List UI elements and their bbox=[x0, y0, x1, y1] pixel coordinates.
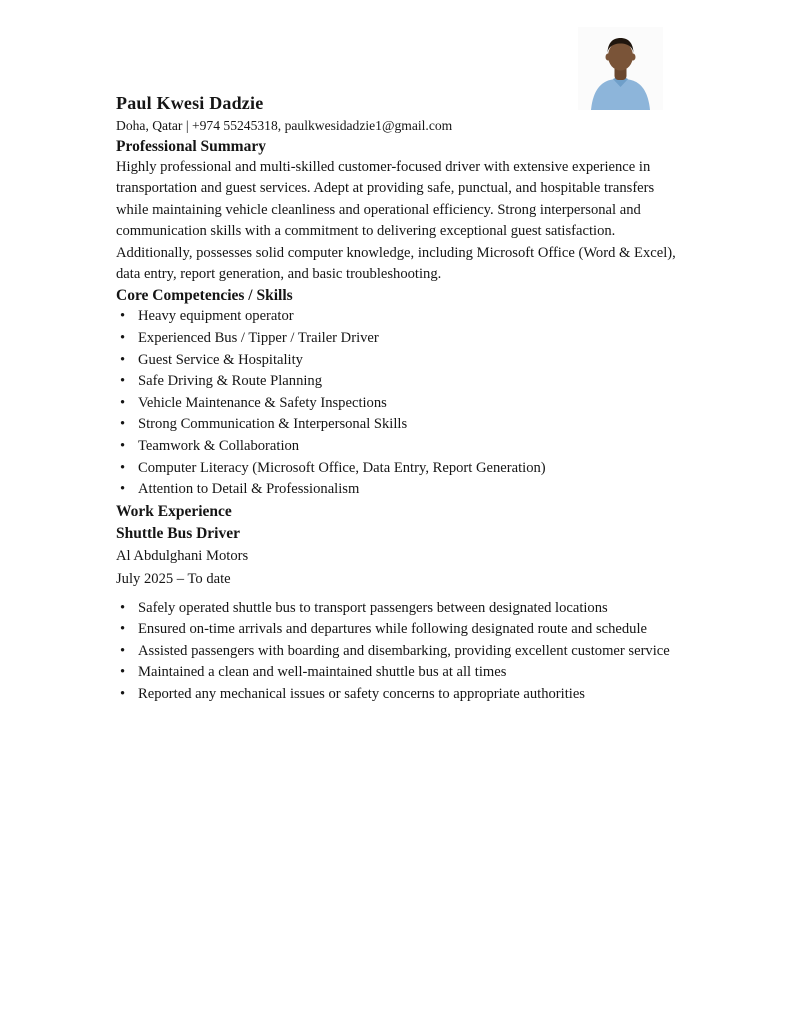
bullet-icon bbox=[116, 436, 138, 458]
skills-heading: Core Competencies / Skills bbox=[116, 287, 293, 305]
skill-item bbox=[116, 479, 681, 501]
experience-heading: Work Experience bbox=[116, 502, 232, 520]
bullet-icon bbox=[116, 662, 138, 684]
bullet-icon bbox=[116, 350, 138, 372]
duty-item-text: Safely operated shuttle bus to transport passengers between designated locations bbox=[138, 599, 608, 616]
bullet-icon bbox=[116, 479, 138, 501]
resume-content bbox=[116, 92, 681, 705]
skill-item-text: Strong Communication & Interpersonal Skills bbox=[138, 416, 408, 433]
skill-item-text: Attention to Detail & Professionalism bbox=[138, 481, 360, 498]
skill-item-text: Computer Literacy (Microsoft Office, Data Entry, Report Generation) bbox=[138, 459, 546, 476]
duty-item-text: Reported any mechanical issues or safety concerns to appropriate authorities bbox=[138, 685, 585, 702]
summary-paragraph: Highly professional and multi-skilled customer-focused driver with extensive experience in transportation and guest services. Adept at providing safe, punctual, and hospitable transfers while maintaining vehicle cleanliness and operational efficiency. Strong interpersonal and communication skills with a commitment to delivering exceptional guest satisfaction. Additionally, possesses solid computer knowledge, including Microsoft Office (Word & Excel), data entry, report generation, and basic troubleshooting. bbox=[116, 159, 676, 283]
duty-item-text: Assisted passengers with boarding and disembarking, providing excellent customer service bbox=[138, 642, 670, 659]
contact-line: Doha, Qatar | +974 55245318, paulkwesidadzie1@gmail.com bbox=[116, 118, 453, 133]
skill-item-text: Vehicle Maintenance & Safety Inspections bbox=[138, 394, 387, 411]
skill-item bbox=[116, 350, 681, 372]
skill-item-text: Safe Driving & Route Planning bbox=[138, 373, 323, 390]
skill-item bbox=[116, 393, 681, 415]
duty-item-text: Ensured on-time arrivals and departures while following designated route and schedule bbox=[138, 621, 647, 638]
skill-item bbox=[116, 306, 681, 328]
bullet-icon bbox=[116, 414, 138, 436]
duty-item bbox=[116, 662, 678, 684]
duty-item bbox=[116, 619, 678, 641]
skill-item bbox=[116, 436, 681, 458]
skill-item-text: Heavy equipment operator bbox=[138, 308, 294, 325]
bullet-icon bbox=[116, 371, 138, 393]
bullet-icon bbox=[116, 306, 138, 328]
skill-item-text: Guest Service & Hospitality bbox=[138, 351, 303, 368]
duty-item bbox=[116, 641, 678, 663]
name-heading: Paul Kwesi Dadzie bbox=[116, 93, 264, 113]
summary-heading: Professional Summary bbox=[116, 138, 266, 155]
job-title: Shuttle Bus Driver bbox=[116, 524, 240, 542]
bullet-icon bbox=[116, 641, 138, 663]
company-name: Al Abdulghani Motors bbox=[116, 547, 249, 564]
bullet-icon bbox=[116, 684, 138, 706]
skill-item bbox=[116, 414, 681, 436]
skill-item-text: Experienced Bus / Tipper / Trailer Driver bbox=[138, 330, 379, 347]
bullet-icon bbox=[116, 598, 138, 620]
duty-item bbox=[116, 598, 678, 620]
skill-item bbox=[116, 328, 681, 350]
skill-item bbox=[116, 458, 681, 480]
duty-item bbox=[116, 684, 678, 706]
bullet-icon bbox=[116, 328, 138, 350]
bullet-icon bbox=[116, 619, 138, 641]
employment-dates: July 2025 – To date bbox=[116, 570, 231, 587]
skill-item bbox=[116, 371, 681, 393]
duty-item-text: Maintained a clean and well-maintained shuttle bus at all times bbox=[138, 664, 507, 681]
bullet-icon bbox=[116, 458, 138, 480]
skills-list bbox=[116, 306, 681, 500]
duties-list bbox=[116, 598, 678, 706]
bullet-icon bbox=[116, 393, 138, 415]
skill-item-text: Teamwork & Collaboration bbox=[138, 438, 300, 454]
